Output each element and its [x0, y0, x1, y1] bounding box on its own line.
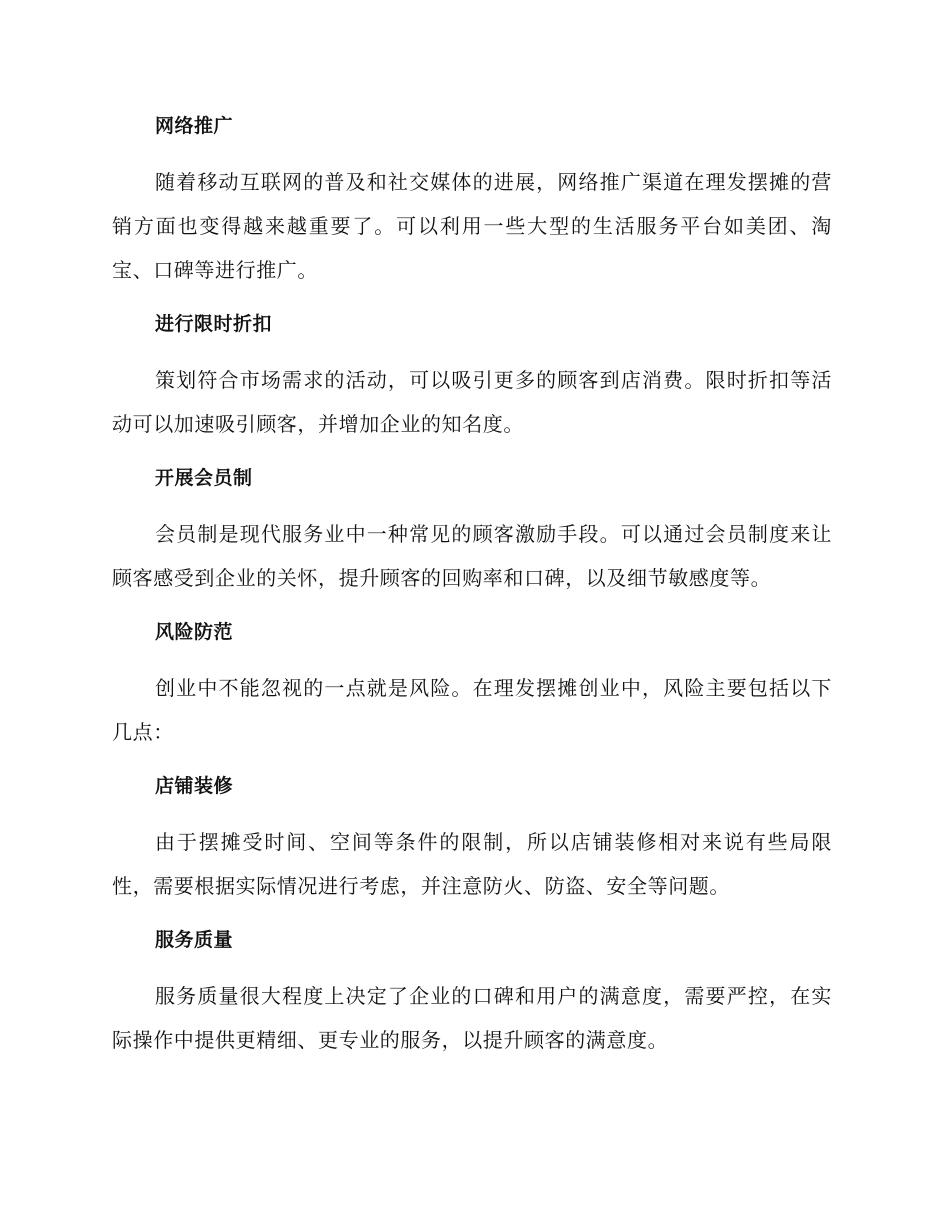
section-heading-risk-prevention: 风险防范	[155, 621, 234, 643]
section-heading-shop-decoration: 店铺装修	[155, 775, 234, 797]
section-paragraph-online-promotion: 随着移动互联网的普及和社交媒体的进展，网络推广渠道在理发摆摊的营销方面也变得越来越重要了。可以利用一些大型的生活服务平台如美团、淘宝、口碑等进行推广。	[112, 170, 832, 282]
section-paragraph-shop-decoration: 由于摆摊受时间、空间等条件的限制，所以店铺装修相对来说有些局限性，需要根据实际情况进行考虑，并注意防火、防盗、安全等问题。	[112, 830, 832, 898]
section-paragraph-service-quality: 服务质量很大程度上决定了企业的口碑和用户的满意度，需要严控，在实际操作中提供更精细、更专业的服务，以提升顾客的满意度。	[112, 984, 832, 1052]
section-heading-service-quality: 服务质量	[155, 929, 234, 951]
section-paragraph-membership: 会员制是现代服务业中一种常见的顾客激励手段。可以通过会员制度来让顾客感受到企业的关怀，提升顾客的回购率和口碑，以及细节敏感度等。	[112, 522, 832, 590]
section-heading-membership: 开展会员制	[155, 467, 253, 489]
section-paragraph-limited-discount: 策划符合市场需求的活动，可以吸引更多的顾客到店消费。限时折扣等活动可以加速吸引顾客，并增加企业的知名度。	[112, 368, 832, 436]
section-heading-limited-discount: 进行限时折扣	[155, 313, 273, 335]
section-heading-online-promotion: 网络推广	[155, 115, 234, 137]
section-paragraph-risk-prevention: 创业中不能忽视的一点就是风险。在理发摆摊创业中，风险主要包括以下几点：	[112, 676, 832, 744]
document-body	[112, 104, 832, 1072]
